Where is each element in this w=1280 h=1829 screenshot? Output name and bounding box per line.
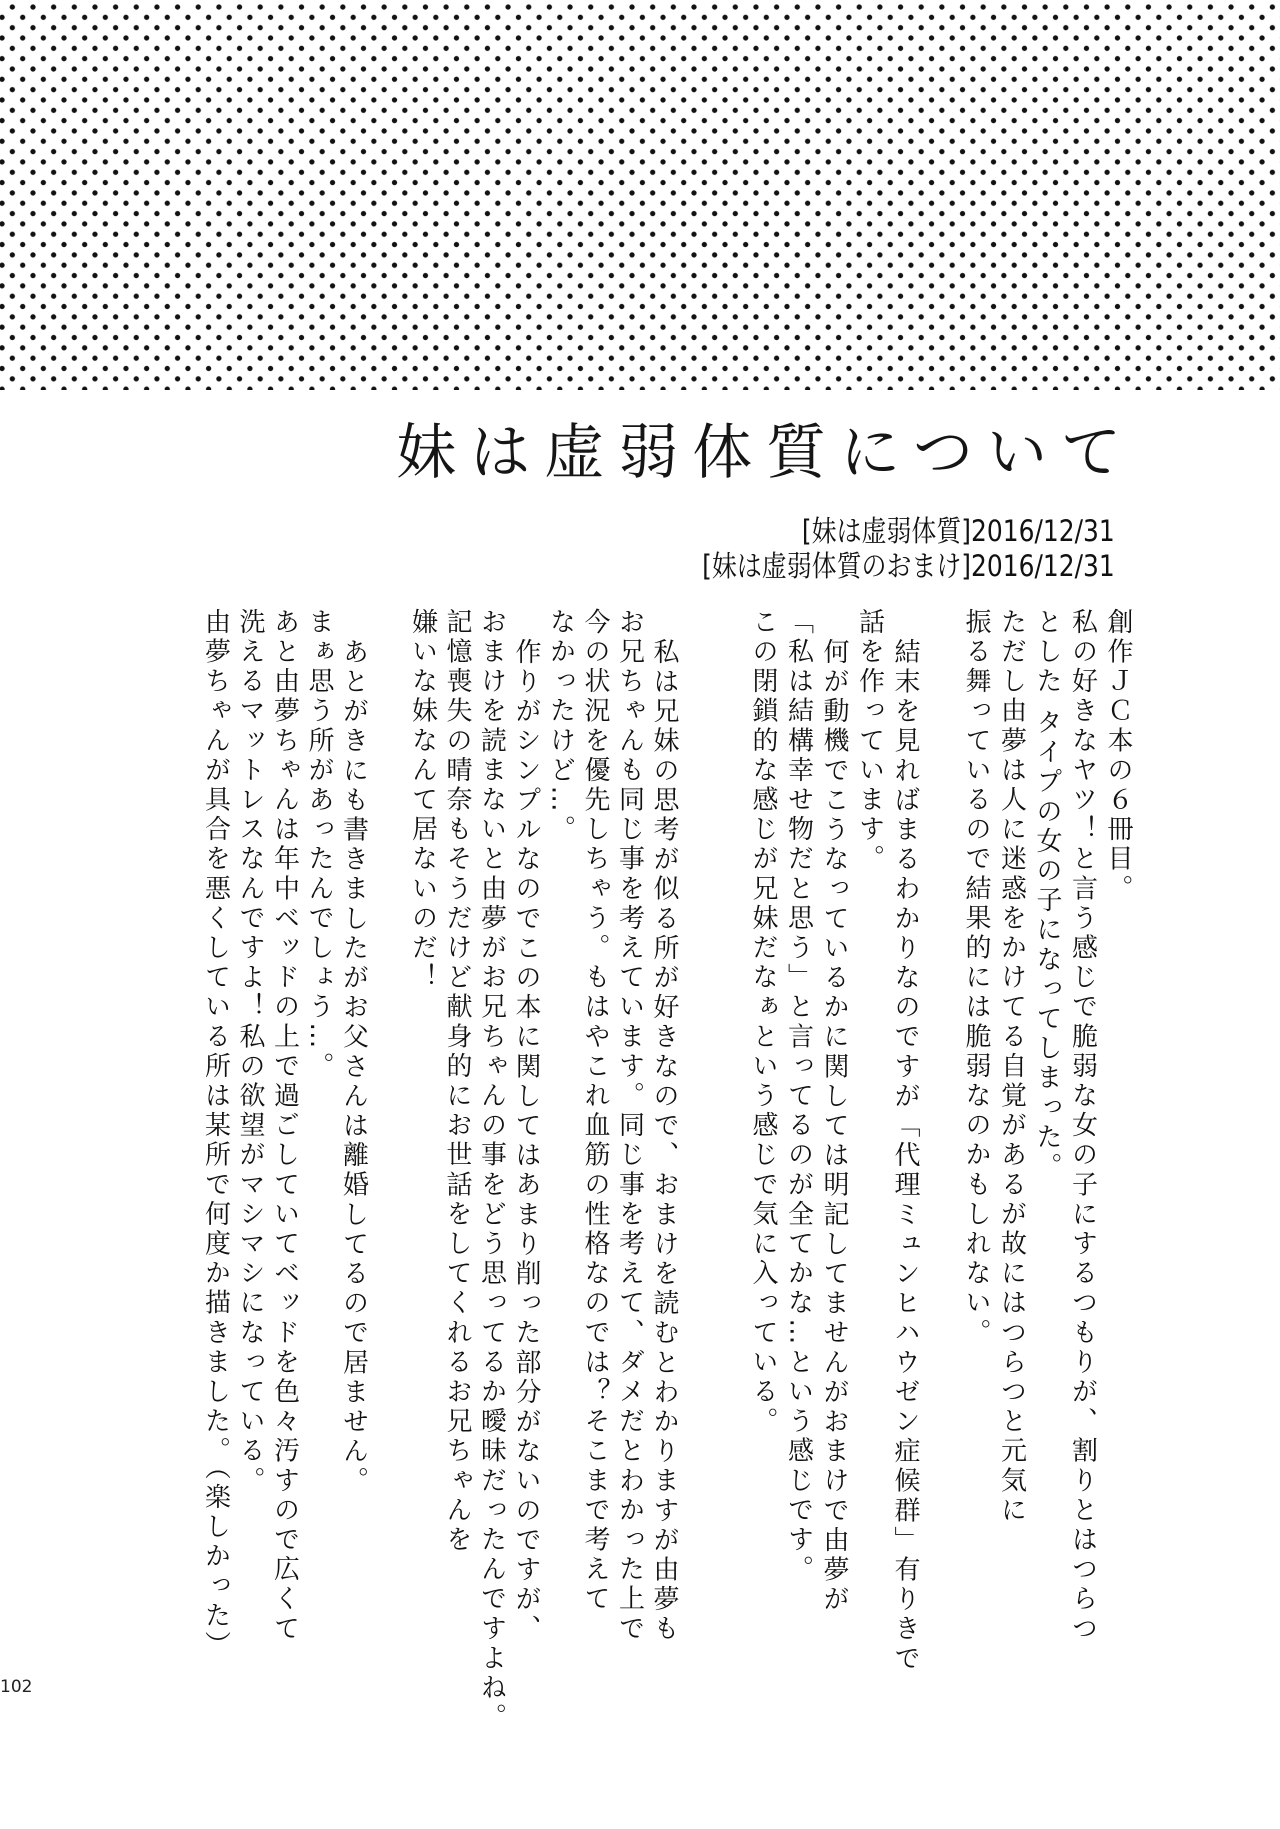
source-credits [635, 514, 1115, 584]
text-line: とした タイプの女の子になってしまった。 [1032, 608, 1062, 1183]
afterword-text-right [745, 608, 1136, 1688]
text-line: なかったけど…。 [545, 608, 576, 845]
paragraph-gap [922, 608, 958, 1688]
text-line: 話を作っています。 [854, 608, 885, 875]
text-line: 私の好きなヤツ！と言う感じで脆弱な女の子にするつもりが、割りとはつらつ [1067, 608, 1098, 1644]
text-line: 嫌いな妹なんて居ないのだ！ [407, 608, 438, 993]
text-line: おまけを読まないと由夢がお兄ちゃんの事をどう思ってるか曖昧だったんですよね。 [476, 608, 507, 1733]
source-credit-omake: [妹は虚弱体質のおまけ]2016/12/31 [702, 549, 1115, 583]
text-line: 洗えるマットレスなんですよ！私の欲望がマシマシになっている。 [235, 608, 265, 1496]
paragraph-gap [371, 608, 406, 1688]
text-line: あとがきにも書きましたがお父さんは離婚してるので居ません。 [338, 638, 369, 1497]
text-line: まぁ思う所があったんでしょう…。 [304, 608, 334, 1082]
page-number: 102 [0, 1677, 33, 1697]
source-credit-main: [妹は虚弱体質]2016/12/31 [802, 514, 1115, 548]
text-line: ただし由夢は人に迷惑をかけてる自覚があるが故にはつらつと元気に [996, 608, 1027, 1526]
text-line: 私は兄妹の思考が似る所が好きなので、おまけを読むとわかりますが由夢も [649, 638, 679, 1645]
text-line: 由夢ちゃんが具合を悪くしている所は某所で何度か描きました。（楽しかった） [200, 608, 231, 1661]
text-line: お兄ちゃんも同じ事を考えています。同じ事を考えて、ダメだとわかった上で [614, 608, 645, 1644]
text-line: 振る舞っているので結果的には脆弱なのかもしれない。 [961, 608, 991, 1348]
page-title: 妹は虚弱体質について [396, 418, 1135, 488]
text-line: あと由夢ちゃんは年中ベッドの上で過ごしていてベッドを色々汚すので広くて [269, 608, 300, 1644]
afterword-text-left [198, 608, 681, 1733]
text-line: 記憶喪失の晴奈もそうだけど献身的にお世話をしてくれるお兄ちゃんを [442, 608, 472, 1556]
text-line: 何が動機でこうなっているかに関しては明記してませんがおまけで由夢が [819, 638, 849, 1615]
text-line: 「私は結構幸せ物だと思う」と言ってるのが全てかな…という感じです。 [783, 608, 814, 1585]
text-line: この閉鎖的な感じが兄妹だなぁという感じで気に入っている。 [748, 608, 778, 1437]
text-line: 創作ＪＣ本の６冊目。 [1103, 608, 1133, 904]
text-line: 作りがシンプルなのでこの本に関してはあまり削った部分がないのですが、 [511, 638, 541, 1645]
polka-dot-header-pattern [0, 0, 1280, 390]
text-line: 結末を見ればまるわかりなのですが「代理ミュンヒハウゼン症候群」有りきで [890, 638, 920, 1674]
text-line: 今の状況を優先しちゃう。もはやこれ血筋の性格なのでは？そこまで考えて [580, 608, 610, 1615]
